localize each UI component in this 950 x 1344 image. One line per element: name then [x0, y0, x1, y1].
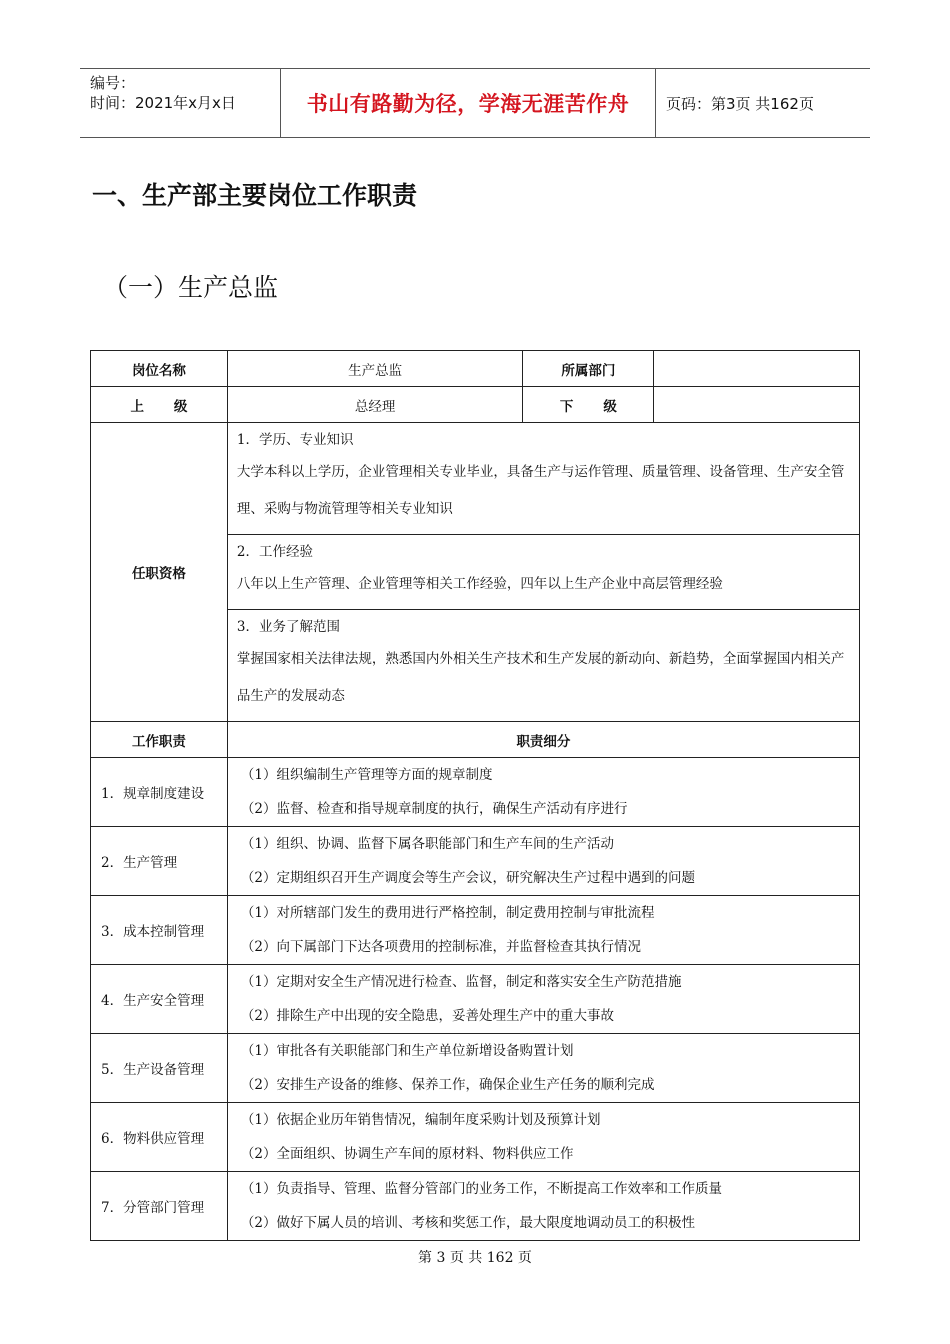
superior-label: 上级: [91, 387, 228, 423]
duty-name: 7．分管部门管理: [91, 1172, 228, 1241]
page-header: [80, 68, 870, 138]
duty-item: （2）安排生产设备的维修、保养工作，确保企业生产任务的顺利完成: [240, 1077, 655, 1093]
position-value: 生产总监: [227, 351, 523, 387]
duty-detail: [227, 1034, 859, 1103]
duty-detail: [227, 1172, 859, 1241]
position-label: 岗位名称: [91, 351, 228, 387]
document-title: 一、生产部主要岗位工作职责: [92, 181, 418, 210]
duty-detail: [227, 827, 859, 896]
qualification-cell: [227, 535, 859, 610]
duty-item: （1）负责指导、管理、监督分管部门的业务工作，不断提高工作效率和工作质量: [240, 1181, 722, 1197]
duty-name: 4．生产安全管理: [91, 965, 228, 1034]
table-row: [91, 351, 860, 387]
duty-detail: [227, 896, 859, 965]
table-row: [91, 896, 860, 965]
duty-name: 2．生产管理: [91, 827, 228, 896]
duty-name: 5．生产设备管理: [91, 1034, 228, 1103]
header-page-number: 页码：第3页 共162页: [666, 94, 814, 113]
department-label: 所属部门: [523, 351, 654, 387]
duty-item: （1）审批各有关职能部门和生产单位新增设备购置计划: [240, 1043, 574, 1059]
number-label: 编号：: [90, 74, 136, 92]
duty-item: （1）组织编制生产管理等方面的规章制度: [240, 767, 493, 783]
qualification-body: 掌握国家相关法律法规，熟悉国内外相关生产技术和生产发展的新动向、新趋势，全面掌握国内相关产品生产的发展动态: [236, 651, 845, 704]
table-row: [91, 827, 860, 896]
duty-item: （2）全面组织、协调生产车间的原材料、物料供应工作: [240, 1146, 574, 1162]
qualification-title: 2．工作经验: [236, 544, 313, 560]
table-row: [91, 758, 860, 827]
qualification-cell: [227, 610, 859, 722]
section-subtitle: （一）生产总监: [103, 273, 279, 302]
duty-item: （2）监督、检查和指导规章制度的执行，确保生产活动有序进行: [240, 801, 628, 817]
qualification-body: 大学本科以上学历，企业管理相关专业毕业，具备生产与运作管理、质量管理、设备管理、生产安全管理、采购与物流管理等相关专业知识: [236, 464, 845, 517]
duty-name: 1．规章制度建设: [91, 758, 228, 827]
subordinate-value: [654, 387, 860, 423]
duty-item: （2）做好下属人员的培训、考核和奖惩工作，最大限度地调动员工的积极性: [240, 1215, 695, 1231]
duty-item: （1）定期对安全生产情况进行检查、监督，制定和落实安全生产防范措施: [240, 974, 682, 990]
header-meta: [80, 69, 281, 137]
duty-detail: [227, 965, 859, 1034]
duty-item: （1）对所辖部门发生的费用进行严格控制，制定费用控制与审批流程: [240, 905, 655, 921]
qualification-title: 3．业务了解范围: [236, 619, 340, 635]
qualification-body: 八年以上生产管理、企业管理等相关工作经验，四年以上生产企业中高层管理经验: [236, 576, 723, 592]
table-row: [91, 1172, 860, 1241]
date-label: 时间：2021年x月x日: [90, 94, 236, 112]
duty-item: （2）向下属部门下达各项费用的控制标准，并监督检查其执行情况: [240, 939, 641, 955]
duty-detail: [227, 1103, 859, 1172]
duty-item: （1）依据企业历年销售情况，编制年度采购计划及预算计划: [240, 1112, 601, 1128]
subordinate-label: 下级: [523, 387, 654, 423]
superior-value: 总经理: [227, 387, 523, 423]
duty-item: （1）组织、协调、监督下属各职能部门和生产车间的生产活动: [240, 836, 614, 852]
duty-detail: [227, 758, 859, 827]
table-row: [91, 722, 860, 758]
qualifications-label: 任职资格: [91, 423, 228, 722]
qualification-title: 1．学历、专业知识: [236, 432, 354, 448]
header-motto: 书山有路勤为径，学海无涯苦作舟: [281, 69, 656, 137]
duty-header-label: 工作职责: [91, 722, 228, 758]
duty-name: 3．成本控制管理: [91, 896, 228, 965]
duty-item: （2）定期组织召开生产调度会等生产会议，研究解决生产过程中遇到的问题: [240, 870, 695, 886]
department-value: [654, 351, 860, 387]
job-description-table: [90, 350, 860, 1241]
qualification-cell: [227, 423, 859, 535]
duty-item: （2）排除生产中出现的安全隐患，妥善处理生产中的重大事故: [240, 1008, 614, 1024]
table-row: [91, 1103, 860, 1172]
table-row: [91, 965, 860, 1034]
table-row: [91, 1034, 860, 1103]
table-row: [91, 423, 860, 535]
duty-name: 6．物料供应管理: [91, 1103, 228, 1172]
detail-header-label: 职责细分: [227, 722, 859, 758]
page-footer: 第 3 页 共 162 页: [418, 1250, 532, 1266]
table-row: [91, 387, 860, 423]
